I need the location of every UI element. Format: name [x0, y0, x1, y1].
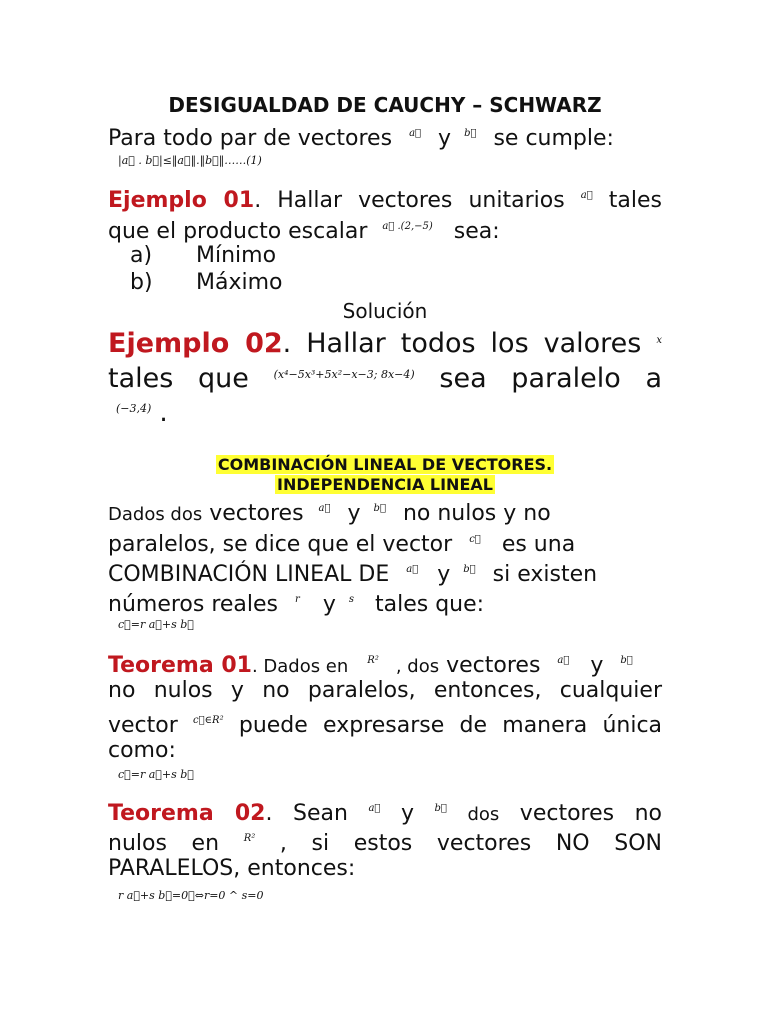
vector-b-symbol: b⃗ [434, 803, 447, 814]
section-heading-text: COMBINACIÓN LINEAL DE VECTORES. [217, 455, 553, 474]
definition-line-1 [108, 496, 551, 528]
definition-text-3: no nulos y no [402, 501, 551, 526]
definition-text-1: Dados dos [108, 504, 203, 525]
definition-text-5: es una [501, 532, 576, 557]
teorema-01-text-4: vector [108, 713, 178, 738]
r2-symbol: R² [243, 833, 256, 844]
vector-expression: (−3,4) [116, 402, 152, 415]
scalar-s-symbol: s [348, 594, 354, 605]
r2-symbol: R² [367, 655, 379, 666]
ejemplo-01-text-1: . Hallar vectores unitarios [254, 188, 565, 213]
vector-a-symbol: a⃗ [580, 190, 593, 201]
teorema-01-line-4: como: [108, 738, 176, 763]
ejemplo-01-text-2: tales [608, 188, 663, 213]
list-marker: a) [130, 243, 153, 268]
list-item-text: Máximo [196, 270, 283, 295]
teorema-02-text-4: nulos en [108, 831, 220, 856]
dot-product-expression: a⃗ .(2,−5) [382, 221, 433, 232]
definition-conjunction: y [347, 501, 361, 526]
vector-a-symbol: a⃗ [557, 655, 570, 666]
page-title: DESIGUALDAD DE CAUCHY – SCHWARZ [168, 93, 602, 117]
solucion-heading: Solución [342, 299, 428, 323]
vector-a-symbol: a⃗ [406, 564, 419, 575]
teorema-01-text-5: puede expresarse de manera única [238, 713, 663, 738]
teorema-02-line-2 [108, 826, 662, 857]
unique-combination-formula: c⃗=r a⃗+s b⃗ [118, 768, 194, 781]
definition-conjunction: y [322, 592, 336, 617]
ejemplo-01-text-3: que el producto escalar [108, 219, 368, 244]
ejemplo-02-label: Ejemplo 02 [108, 328, 283, 359]
teorema-02-line-1 [108, 796, 662, 828]
intro-text-1: Para todo par de vectores [108, 126, 393, 151]
definition-line-3 [108, 557, 597, 588]
independence-formula: r a⃗+s b⃗=0⃗⇔r=0 ^ s=0 [118, 889, 264, 902]
definition-text-8: números reales [108, 592, 279, 617]
polynomial-vector-expression: (x⁴−5x³+5x²−x−3; 8x−4) [273, 368, 415, 381]
c-in-r2-expression: c⃗∈R² [193, 715, 224, 726]
section-heading-text: INDEPENDENCIA LINEAL [277, 475, 493, 494]
teorema-02-text-1: . Sean [265, 801, 348, 826]
vector-a-symbol: a⃗ [318, 503, 331, 514]
ejemplo-01-line-1 [108, 183, 662, 214]
vector-a-symbol: a⃗ [409, 128, 422, 139]
list-marker: b) [130, 270, 153, 295]
teorema-01-label: Teorema 01 [108, 653, 252, 678]
ejemplo-01-text-4: sea: [453, 219, 500, 244]
ejemplo-01-label: Ejemplo 01 [108, 188, 255, 213]
teorema-01-text-3: vectores [446, 653, 541, 678]
definition-text-9: tales que: [374, 592, 485, 617]
definition-text-6: COMBINACIÓN LINEAL DE [108, 562, 390, 587]
definition-conjunction: y [437, 562, 451, 587]
variable-x-symbol: x [656, 335, 663, 346]
vector-c-symbol: c⃗ [469, 534, 481, 545]
definition-line-2 [108, 527, 575, 558]
list-item-text: Mínimo [196, 243, 277, 268]
intro-conjunction: y [438, 126, 452, 151]
teorema-02-line-3: PARALELOS, entonces: [108, 856, 356, 881]
list-item [130, 270, 283, 296]
ejemplo-02-period: . [159, 397, 168, 428]
ejemplo-02-line-3 [116, 393, 168, 429]
cauchy-schwarz-formula: |a⃗ . b⃗|≤‖a⃗‖.‖b⃗‖……(1) [118, 154, 262, 167]
teorema-01-line-2: no nulos y no paralelos, entonces, cualquier [108, 678, 662, 703]
vector-b-symbol: b⃗ [463, 564, 476, 575]
vector-b-symbol: b⃗ [464, 128, 477, 139]
definition-text-4: paralelos, se dice que el vector [108, 532, 453, 557]
teorema-02-text-3: vectores no [519, 801, 663, 826]
ejemplo-01-line-2 [108, 214, 500, 245]
teorema-01-conjunction: y [590, 653, 604, 678]
teorema-02-label: Teorema 02 [108, 801, 266, 826]
teorema-02-text-2: dos [467, 804, 500, 825]
vector-a-symbol: a⃗ [368, 803, 381, 814]
teorema-01-text-2: , dos [395, 656, 440, 677]
teorema-01-line-3 [108, 708, 662, 739]
ejemplo-02-text-1: . Hallar todos los valores [282, 328, 642, 359]
vector-b-symbol: b⃗ [620, 655, 633, 666]
definition-text-2: vectores [209, 501, 304, 526]
list-item [130, 243, 276, 269]
teorema-02-conjunction: y [400, 801, 414, 826]
section-heading-line-2 [108, 474, 662, 494]
teorema-02-text-5: , si estos vectores NO SON [279, 831, 662, 856]
vector-b-symbol: b⃗ [373, 503, 386, 514]
ejemplo-02-text-2: tales que [108, 363, 249, 394]
section-heading-line-1 [108, 454, 662, 474]
definition-text-7: si existen [492, 562, 598, 587]
ejemplo-02-line-2 [108, 359, 662, 395]
teorema-01-line-1 [108, 648, 633, 680]
teorema-01-text-1: . Dados en [251, 656, 349, 677]
scalar-r-symbol: r [295, 594, 300, 605]
intro-text-2: se cumple: [493, 126, 614, 151]
linear-combination-formula: c⃗=r a⃗+s b⃗ [118, 618, 194, 631]
ejemplo-02-line-1 [108, 325, 662, 360]
ejemplo-02-text-3: sea paralelo a [439, 363, 663, 394]
